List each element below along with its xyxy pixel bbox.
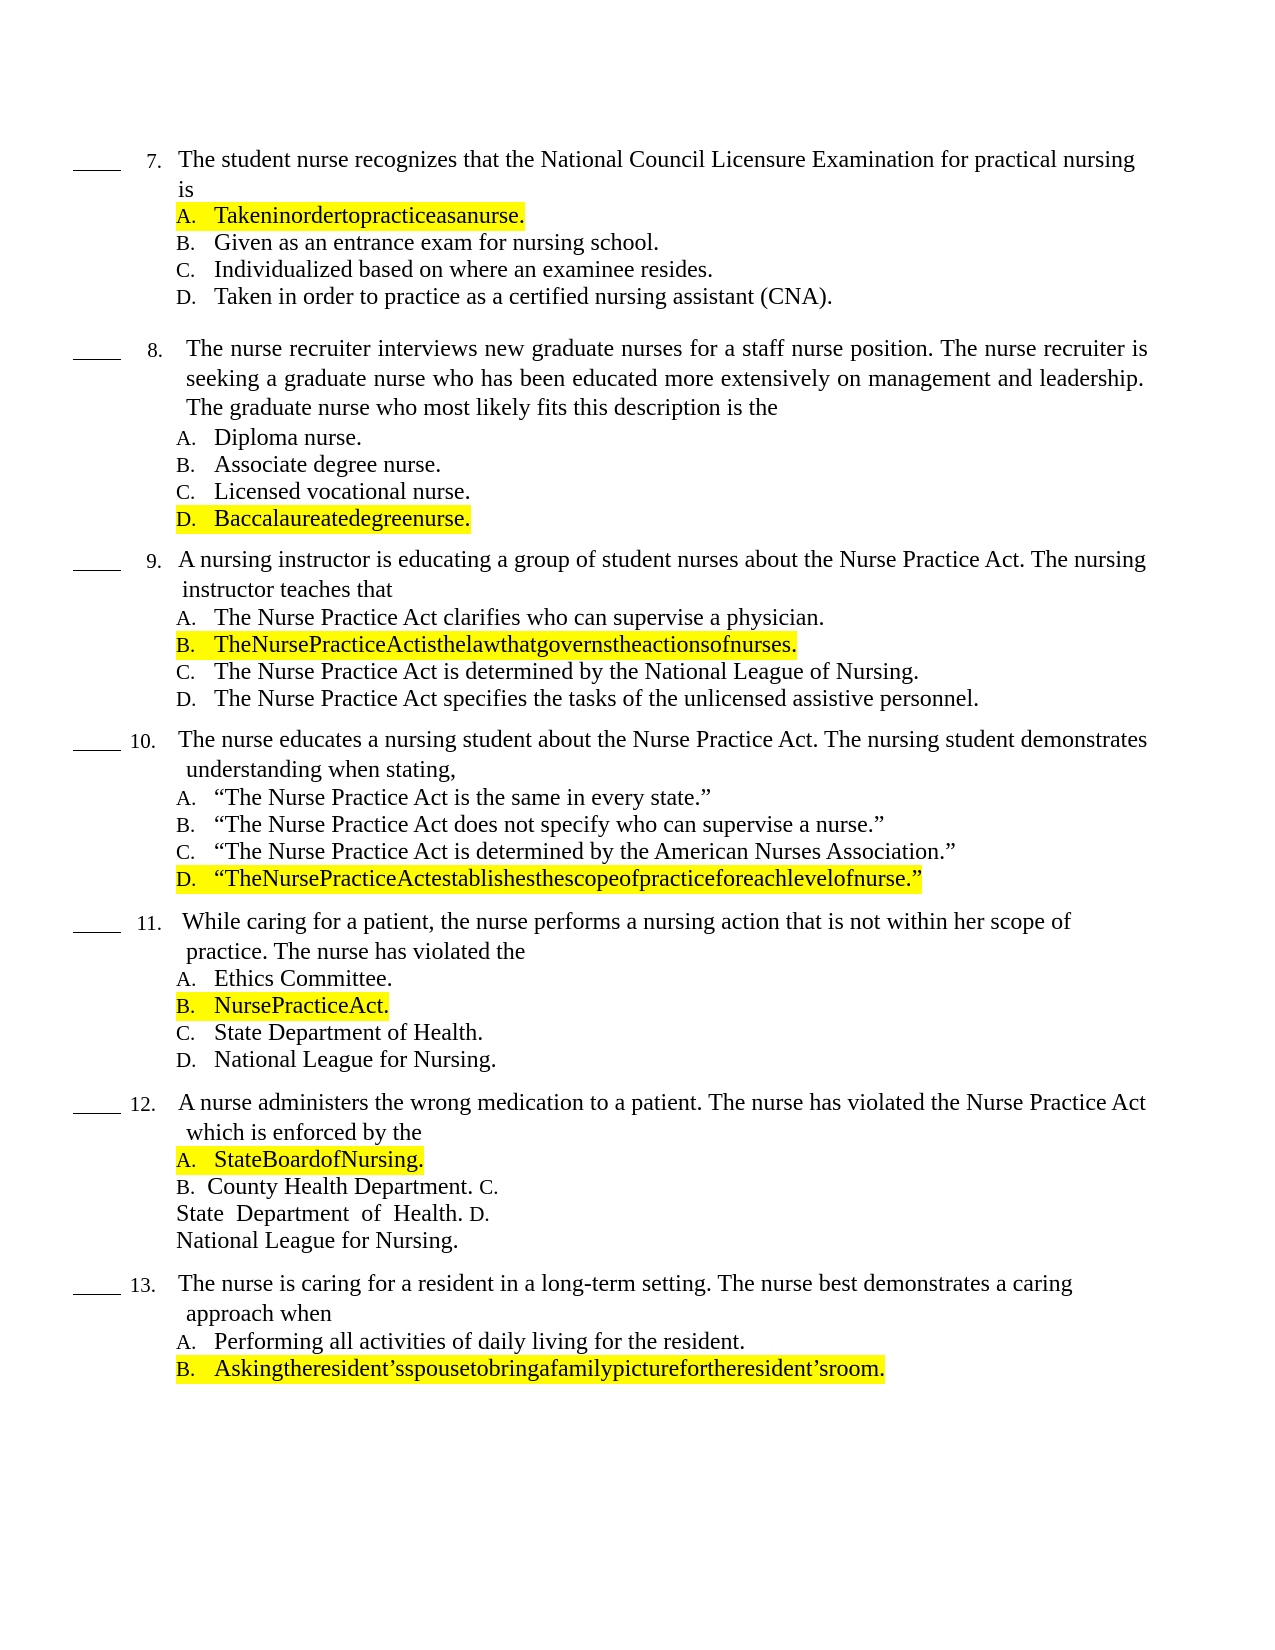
choice-letter: C. xyxy=(176,1021,196,1045)
choice-letter: A. xyxy=(176,1146,220,1175)
choice-text: “The Nurse Practice Act is the same in every state.” xyxy=(214,785,712,811)
answer-blank[interactable] xyxy=(73,908,121,933)
choice-d[interactable] xyxy=(176,283,1176,310)
stem-line: is xyxy=(178,176,195,203)
choice-text: “TheNursePracticeActestablishesthescopeofpracticeforeachlevelofnurse.” xyxy=(214,866,923,892)
choice-text: The Nurse Practice Act clarifies who can supervise a physician. xyxy=(214,605,825,631)
choice-c[interactable] xyxy=(176,838,1176,865)
answer-choices xyxy=(176,1328,1176,1382)
choice-letter: B. xyxy=(176,631,220,660)
run-on-choice-line[interactable] xyxy=(176,1227,1176,1254)
choice-a[interactable] xyxy=(176,424,1176,451)
choice-c[interactable] xyxy=(176,256,1176,283)
stem-line: seeking a graduate nurse who has been educated more extensively on management and leadership. xyxy=(186,365,1144,392)
choice-letter: D. xyxy=(176,1048,197,1072)
choice-text: Takeninordertopracticeasanurse. xyxy=(214,203,525,229)
question-number: 10. xyxy=(129,729,156,753)
choice-c[interactable] xyxy=(176,658,1176,685)
question-number: 13. xyxy=(129,1273,156,1297)
stem-line: instructor teaches that xyxy=(182,576,393,603)
question-stem xyxy=(178,726,1188,785)
choice-letter: C. xyxy=(176,840,196,864)
question-number: 12. xyxy=(129,1092,156,1116)
question-number: 8. xyxy=(147,338,163,362)
choice-letter: D. xyxy=(176,865,220,894)
answer-blank[interactable] xyxy=(73,146,121,171)
stem-line: While caring for a patient, the nurse performs a nursing action that is not within her scope of xyxy=(182,909,1072,935)
choice-letter: D. xyxy=(469,1202,490,1226)
choice-b[interactable] xyxy=(176,811,1176,838)
choice-letter: A. xyxy=(176,426,197,450)
choice-b[interactable] xyxy=(176,992,1176,1019)
choice-text: State Department of Health. xyxy=(214,1020,484,1046)
question-stem xyxy=(178,546,1192,605)
stem-line: The graduate nurse who most likely fits this description is the xyxy=(186,395,778,421)
choice-letter: C. xyxy=(176,660,196,684)
choice-text: “The Nurse Practice Act is determined by the American Nurses Association.” xyxy=(214,839,956,865)
choice-text: National League for Nursing. xyxy=(176,1228,459,1254)
choice-text: County Health Department. xyxy=(207,1174,474,1200)
question-stem xyxy=(178,146,1192,205)
choice-letter: B. xyxy=(176,231,196,255)
stem-line: The student nurse recognizes that the National Council Licensure Examination for practical nursing xyxy=(178,147,1136,173)
answer-choices xyxy=(176,424,1176,532)
choice-text: Licensed vocational nurse. xyxy=(214,479,471,505)
run-on-choice-line[interactable] xyxy=(176,1200,1176,1227)
choice-letter: D. xyxy=(176,285,197,309)
choice-text: National League for Nursing. xyxy=(214,1047,497,1073)
choice-a[interactable] xyxy=(176,965,1176,992)
stem-line: A nursing instructor is educating a group of student nurses about the Nurse Practice Act. The nursing xyxy=(178,547,1147,573)
choice-b[interactable] xyxy=(176,631,1176,658)
choice-a[interactable] xyxy=(176,1328,1176,1355)
choice-b[interactable] xyxy=(176,1355,1176,1382)
choice-c[interactable] xyxy=(176,478,1176,505)
choice-text: Ethics Committee. xyxy=(214,966,393,992)
choice-letter: A. xyxy=(176,786,197,810)
choice-letter: B. xyxy=(176,1355,220,1384)
answer-choices xyxy=(176,1146,1176,1254)
stem-line: The nurse is caring for a resident in a long-term setting. The nurse best demonstrates a caring xyxy=(178,1271,1073,1297)
answer-choices xyxy=(176,784,1176,892)
question-stem xyxy=(182,908,1192,967)
stem-line: The nurse recruiter interviews new graduate nurses for a staff nurse position. The nurse recruiter is xyxy=(186,336,1148,362)
choice-text: The Nurse Practice Act is determined by the National League of Nursing. xyxy=(214,659,920,685)
choice-text: The Nurse Practice Act specifies the tasks of the unlicensed assistive personnel. xyxy=(214,686,980,712)
stem-line: A nurse administers the wrong medication to a patient. The nurse has violated the Nurse Practice Act xyxy=(178,1090,1146,1116)
choice-letter: C. xyxy=(176,480,196,504)
choice-b[interactable] xyxy=(176,229,1176,256)
choice-text: Given as an entrance exam for nursing school. xyxy=(214,230,660,256)
choice-letter: C. xyxy=(176,258,196,282)
question-stem xyxy=(178,1270,1188,1329)
choice-text: Performing all activities of daily living for the resident. xyxy=(214,1329,746,1355)
choice-letter: A. xyxy=(176,967,197,991)
choice-letter: B. xyxy=(176,813,196,837)
choice-a[interactable] xyxy=(176,604,1176,631)
stem-line: practice. The nurse has violated the xyxy=(186,938,526,965)
choice-d[interactable] xyxy=(176,685,1176,712)
choice-letter: B. xyxy=(176,1175,196,1199)
answer-blank[interactable] xyxy=(73,335,121,360)
stem-line: understanding when stating, xyxy=(186,756,456,783)
choice-b[interactable] xyxy=(176,451,1176,478)
stem-line: which is enforced by the xyxy=(186,1119,422,1146)
question-stem xyxy=(178,1089,1188,1148)
choice-text: “The Nurse Practice Act does not specify who can supervise a nurse.” xyxy=(214,812,885,838)
choice-a[interactable] xyxy=(176,202,1176,229)
answer-choices xyxy=(176,965,1176,1073)
choice-letter: D. xyxy=(176,505,220,534)
answer-blank[interactable] xyxy=(73,1089,121,1114)
choice-text: Associate degree nurse. xyxy=(214,452,442,478)
choice-text: Diploma nurse. xyxy=(214,425,362,451)
choice-letter: A. xyxy=(176,202,220,231)
stem-line: approach when xyxy=(186,1300,332,1327)
choice-d[interactable] xyxy=(176,505,1176,532)
choice-text: Taken in order to practice as a certified nursing assistant (CNA). xyxy=(214,284,833,310)
choice-text: StateBoardofNursing. xyxy=(214,1147,424,1173)
answer-blank[interactable] xyxy=(73,726,121,751)
choice-a[interactable] xyxy=(176,1146,1176,1173)
choice-letter: A. xyxy=(176,606,197,630)
answer-blank[interactable] xyxy=(73,1270,121,1295)
choice-d[interactable] xyxy=(176,1046,1176,1073)
question-number: 11. xyxy=(136,911,162,935)
choice-text: TheNursePracticeActisthelawthatgovernstheactionsofnurses. xyxy=(214,632,798,658)
answer-choices xyxy=(176,202,1176,310)
choice-d[interactable] xyxy=(176,865,1176,892)
choice-text: Individualized based on where an examinee resides. xyxy=(214,257,714,283)
question-stem xyxy=(186,335,1196,424)
choice-letter: C. xyxy=(479,1175,499,1199)
choice-text: NursePracticeAct. xyxy=(214,993,390,1019)
choice-text: State Department of Health. xyxy=(176,1201,464,1227)
choice-a[interactable] xyxy=(176,784,1176,811)
question-number: 9. xyxy=(146,549,162,573)
answer-blank[interactable] xyxy=(73,546,121,571)
choice-letter: B. xyxy=(176,992,220,1021)
stem-line: The nurse educates a nursing student about the Nurse Practice Act. The nursing student demonstrates xyxy=(178,727,1148,753)
choice-letter: A. xyxy=(176,1330,197,1354)
choice-text: Askingtheresident’sspousetobringafamilypicturefortheresident’sroom. xyxy=(214,1356,886,1382)
answer-choices xyxy=(176,604,1176,712)
choice-text: Baccalaureatedegreenurse. xyxy=(214,506,471,532)
question-number: 7. xyxy=(146,149,162,173)
run-on-choice-line[interactable] xyxy=(176,1173,1176,1200)
choice-c[interactable] xyxy=(176,1019,1176,1046)
choice-letter: D. xyxy=(176,687,197,711)
choice-letter: B. xyxy=(176,453,196,477)
